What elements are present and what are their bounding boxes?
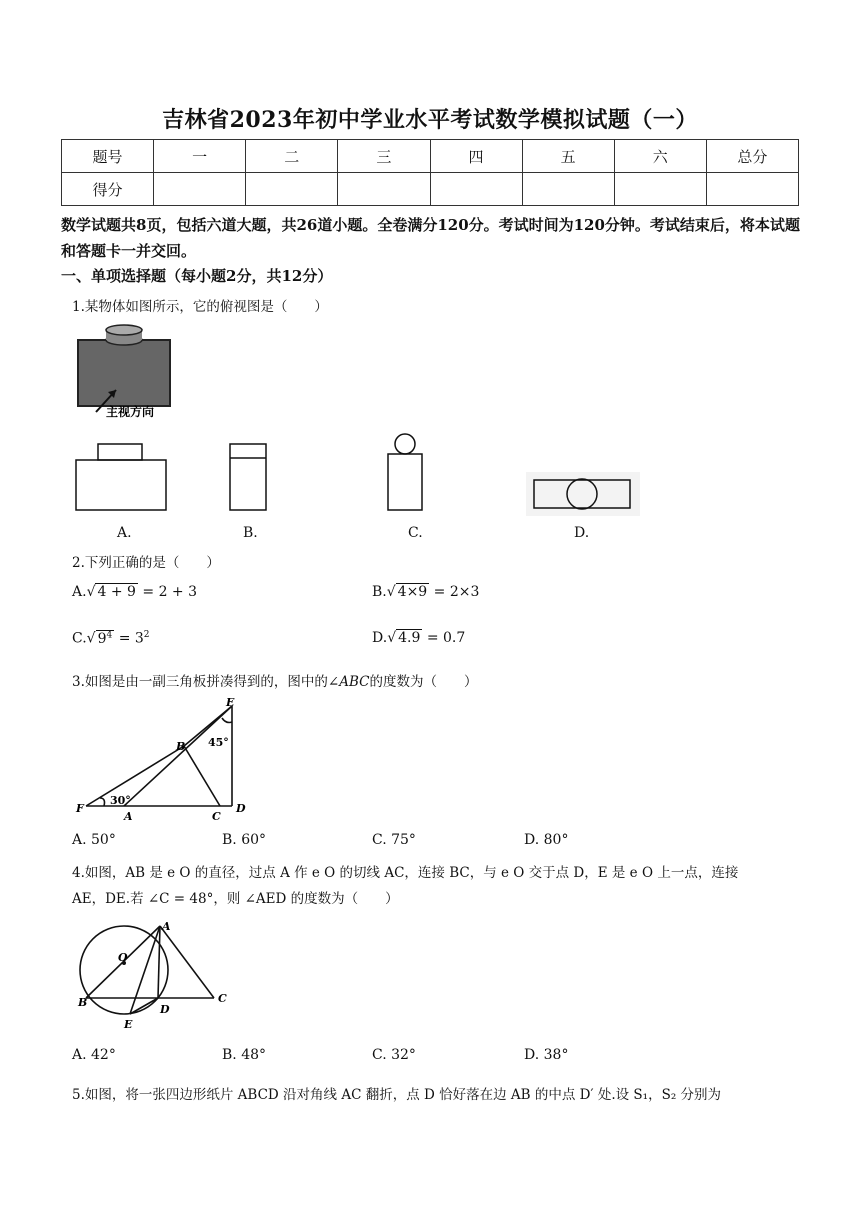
radicand-exponent: 4 (106, 630, 113, 640)
sqrt-sign: √ (86, 630, 96, 647)
option-d-figure (526, 472, 640, 516)
option-label: D. (372, 630, 388, 646)
label-A: A (162, 920, 171, 933)
rhs: = 0.7 (426, 630, 466, 646)
question-5-stem-line1: 5.如图，将一张四边形纸片 ABCD 沿对角线 AC 翻折，点 D 恰好落在边 AB 的中点 D′ 处.设 S₁，S₂ 分别为 (72, 1087, 722, 1103)
sqrt-sign: √ (387, 630, 397, 646)
q2-option-c[interactable] (72, 630, 150, 647)
q4-circle-figure (72, 918, 242, 1036)
label-D: D (236, 802, 246, 815)
score-cell: 题号 (62, 140, 154, 173)
label-F: F (76, 802, 84, 815)
score-table-score-row (62, 173, 799, 206)
rhs: = 3 (118, 630, 144, 647)
label-B: B (176, 740, 186, 753)
option-label: C. (72, 630, 87, 647)
rhs: = 2×3 (433, 584, 480, 600)
sqrt-sign: √ (86, 584, 96, 600)
radicand-base: 9 (97, 630, 107, 647)
label-B: B (78, 996, 88, 1009)
q3-triangles-figure (72, 694, 252, 826)
angle-45-label: 45° (208, 736, 229, 749)
radicand: 4 + 9 (97, 584, 136, 600)
q3-option-c[interactable]: C. 75° (372, 832, 416, 848)
score-cell: 五 (522, 140, 614, 173)
q4-option-a[interactable]: A. 42° (72, 1047, 116, 1063)
radicand: 4.9 (398, 630, 421, 646)
score-input-cell[interactable] (706, 173, 798, 206)
q3-option-a[interactable]: A. 50° (72, 832, 116, 848)
q4-option-d[interactable]: D. 38° (524, 1047, 569, 1063)
section-heading: 一、单项选择题（每小题2分，共12分） (61, 267, 333, 285)
question-4-stem-line1: 4.如图，AB 是 e O 的直径，过点 A 作 e O 的切线 AC，连接 BC，与 e O 交于点 D，E 是 e O 上一点，连接 (72, 865, 739, 881)
score-input-cell[interactable] (614, 173, 706, 206)
object-cylinder-top (106, 325, 142, 335)
option-c-figure (388, 434, 422, 510)
stem-math: ∠ABC (327, 674, 370, 690)
question-3-stem (72, 670, 477, 690)
option-label: B. (372, 584, 387, 600)
q4-option-c[interactable]: C. 32° (372, 1047, 416, 1063)
q1-options-figures (72, 430, 652, 525)
q2-option-a[interactable] (72, 584, 197, 600)
score-cell: 六 (614, 140, 706, 173)
object-body (78, 340, 170, 406)
label-E: E (124, 1018, 133, 1031)
view-direction-label: 主视方向 (106, 405, 155, 419)
radicand (96, 630, 115, 647)
q2-option-d[interactable] (372, 630, 465, 646)
q1-option-b[interactable]: B. (243, 525, 258, 541)
angle-30-label: 30° (110, 794, 131, 807)
score-cell: 三 (338, 140, 430, 173)
label-C: C (212, 810, 221, 823)
q1-option-d[interactable]: D. (574, 525, 590, 541)
q3-option-d[interactable]: D. 80° (524, 832, 569, 848)
score-cell: 得分 (62, 173, 154, 206)
stem-text: 的度数为（ ） (369, 674, 478, 690)
q2-option-b[interactable] (372, 584, 479, 600)
score-cell: 二 (246, 140, 338, 173)
score-cell: 四 (430, 140, 522, 173)
exam-notice: 数学试题共8页，包括六道大题，共26道小题。全卷满分120分。考试时间为120分钟。考试结束后，将本试题和答题卡一并交回。 (61, 216, 800, 260)
score-input-cell[interactable] (338, 173, 430, 206)
radicand: 4×9 (397, 584, 428, 600)
score-input-cell[interactable] (154, 173, 246, 206)
label-O: O (118, 951, 128, 964)
option-b-figure (230, 444, 266, 510)
question-4-stem-line2: AE，DE.若 ∠C = 48°，则 ∠AED 的度数为（ ） (72, 891, 399, 907)
option-label: A. (72, 584, 87, 600)
q1-option-a[interactable]: A. (117, 525, 132, 541)
q1-object-figure (72, 324, 182, 419)
rhs-exponent: 2 (143, 630, 150, 640)
score-table-header-row (62, 140, 799, 173)
question-1-stem: 1.某物体如图所示，它的俯视图是（ ） (72, 299, 328, 315)
page-title: 吉林省2023年初中学业水平考试数学模拟试题（一） (162, 107, 698, 133)
q3-option-b[interactable]: B. 60° (222, 832, 267, 848)
sqrt-sign: √ (386, 584, 396, 600)
q1-option-c[interactable]: C. (408, 525, 423, 541)
label-E: E (226, 696, 235, 709)
label-A: A (124, 810, 133, 823)
score-table (61, 139, 799, 206)
score-cell: 总分 (706, 140, 798, 173)
option-a-figure (76, 444, 166, 510)
score-input-cell[interactable] (430, 173, 522, 206)
question-2-stem: 2.下列正确的是（ ） (72, 555, 220, 571)
label-C: C (218, 992, 227, 1005)
score-input-cell[interactable] (522, 173, 614, 206)
stem-text: 3.如图是由一副三角板拼凑得到的，图中的 (72, 674, 328, 690)
rhs: = 2 + 3 (142, 584, 198, 600)
score-cell: 一 (154, 140, 246, 173)
score-input-cell[interactable] (246, 173, 338, 206)
label-D: D (160, 1003, 170, 1016)
q4-option-b[interactable]: B. 48° (222, 1047, 267, 1063)
